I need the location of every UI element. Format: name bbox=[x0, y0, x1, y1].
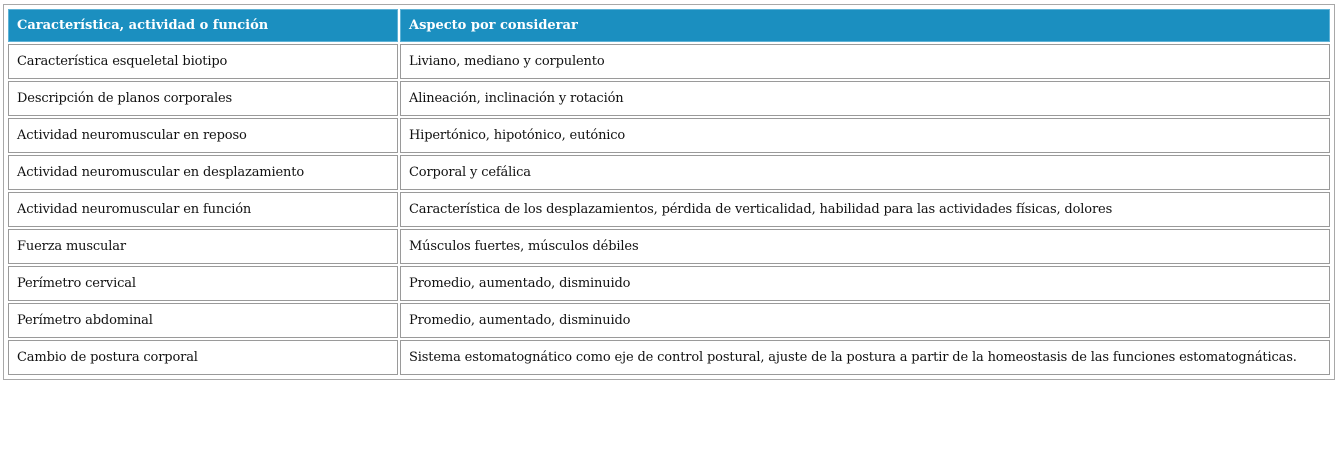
table-row bbox=[8, 44, 1330, 79]
header-characteristic: Característica, actividad o función bbox=[8, 9, 398, 42]
cell-aspect: Hipertónico, hipotónico, eutónico bbox=[400, 118, 1330, 153]
cell-aspect: Promedio, aumentado, disminuido bbox=[400, 266, 1330, 301]
table-row bbox=[8, 192, 1330, 227]
header-row bbox=[8, 9, 1330, 42]
cell-characteristic: Característica esqueletal biotipo bbox=[8, 44, 398, 79]
cell-aspect: Corporal y cefálica bbox=[400, 155, 1330, 190]
table-row bbox=[8, 81, 1330, 116]
header-aspect: Aspecto por considerar bbox=[400, 9, 1330, 42]
table-row bbox=[8, 118, 1330, 153]
characteristics-table bbox=[6, 7, 1332, 377]
cell-characteristic: Actividad neuromuscular en función bbox=[8, 192, 398, 227]
table-row bbox=[8, 303, 1330, 338]
cell-aspect: Sistema estomatognático como eje de control postural, ajuste de la postura a partir de la homeostasis de las funciones estomatognáticas. bbox=[400, 340, 1330, 375]
cell-aspect: Característica de los desplazamientos, pérdida de verticalidad, habilidad para las actividades físicas, dolores bbox=[400, 192, 1330, 227]
cell-aspect: Músculos fuertes, músculos débiles bbox=[400, 229, 1330, 264]
table-row bbox=[8, 155, 1330, 190]
cell-aspect: Promedio, aumentado, disminuido bbox=[400, 303, 1330, 338]
cell-characteristic: Actividad neuromuscular en desplazamiento bbox=[8, 155, 398, 190]
table-row bbox=[8, 340, 1330, 375]
cell-characteristic: Perímetro abdominal bbox=[8, 303, 398, 338]
table-container bbox=[3, 4, 1335, 380]
cell-aspect: Liviano, mediano y corpulento bbox=[400, 44, 1330, 79]
cell-characteristic: Actividad neuromuscular en reposo bbox=[8, 118, 398, 153]
table-row bbox=[8, 229, 1330, 264]
cell-characteristic: Cambio de postura corporal bbox=[8, 340, 398, 375]
cell-aspect: Alineación, inclinación y rotación bbox=[400, 81, 1330, 116]
cell-characteristic: Descripción de planos corporales bbox=[8, 81, 398, 116]
cell-characteristic: Perímetro cervical bbox=[8, 266, 398, 301]
cell-characteristic: Fuerza muscular bbox=[8, 229, 398, 264]
table-row bbox=[8, 266, 1330, 301]
